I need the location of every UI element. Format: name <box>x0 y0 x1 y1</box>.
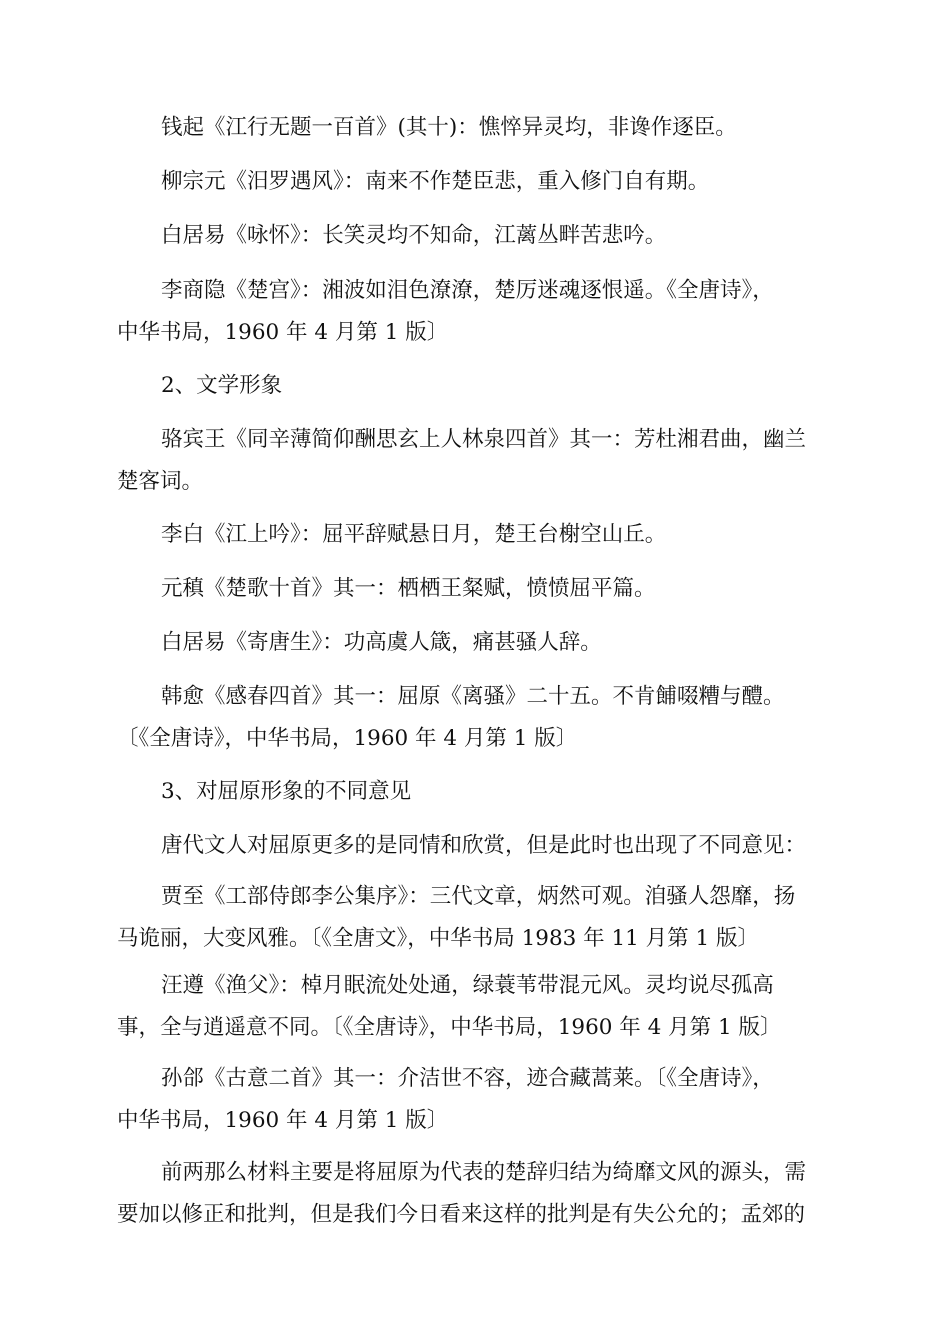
paragraph-line: 李白《江上吟》：屈平辞赋悬日月，楚王台榭空山丘。 <box>161 522 667 547</box>
paragraph-yuan-zhen <box>117 568 837 610</box>
paragraph-line: 骆宾王《同辛薄简仰酬思玄上人林泉四首》其一：芳杜湘君曲，幽兰 <box>161 427 807 452</box>
paragraph-line: 元稹《楚歌十首》其一：栖栖王粲赋，愤愤屈平篇。 <box>161 576 656 601</box>
section-heading-different-views <box>117 771 837 813</box>
paragraph-li-bai <box>117 514 837 556</box>
paragraph-line: 马诡丽，大变风雅。〔《全唐文》，中华书局 1983 年 11 月第 1 版〕 <box>117 926 760 951</box>
section-heading-literary-image <box>117 365 837 407</box>
paragraph-qian-qi <box>117 107 837 149</box>
paragraph-line: 前两那么材料主要是将屈原为代表的楚辞归结为绮靡文风的源头，需 <box>161 1160 807 1185</box>
paragraph-line: 白居易《寄唐生》：功高虞人箴，痛甚骚人辞。 <box>161 630 602 655</box>
paragraph-wang-zun <box>117 965 837 1049</box>
paragraph-bai-juyi-yonghuai <box>117 215 837 257</box>
paragraph-sun-he <box>117 1058 837 1142</box>
paragraph-line: 中华书局，1960 年 4 月第 1 版〕 <box>117 320 449 345</box>
paragraph-line: 唐代文人对屈原更多的是同情和欣赏，但是此时也出现了不同意见： <box>161 833 807 858</box>
paragraph-line: 孙郃《古意二首》其一：介洁世不容，迹合藏蒿莱。〔《全唐诗》， <box>161 1066 774 1091</box>
paragraph-jia-zhi <box>117 876 837 960</box>
paragraph-luo-binwang <box>117 419 837 503</box>
paragraph-line: 汪遵《渔父》：棹月眠流处处通，绿蓑苇带混元风。灵均说尽孤高 <box>161 973 774 998</box>
section-heading-text: 2、文学形象 <box>161 373 283 398</box>
paragraph-line: 中华书局，1960 年 4 月第 1 版〕 <box>117 1108 449 1133</box>
paragraph-line: 事，全与逍遥意不同。〔《全唐诗》，中华书局，1960 年 4 月第 1 版〕 <box>117 1015 782 1040</box>
paragraph-li-shangyin <box>117 270 837 354</box>
paragraph-line: 白居易《咏怀》：长笑灵均不知命，江蓠丛畔苦悲吟。 <box>161 223 667 248</box>
paragraph-line: 〔《全唐诗》，中华书局，1960 年 4 月第 1 版〕 <box>117 726 578 751</box>
paragraph-line: 楚客词。 <box>117 469 204 494</box>
paragraph-tang-literati <box>117 825 837 867</box>
paragraph-conclusion <box>117 1152 837 1236</box>
paragraph-bai-juyi-jitangsheng <box>117 622 837 664</box>
paragraph-line: 要加以修正和批判，但是我们今日看来这样的批判是有失公允的；孟郊的 <box>117 1202 806 1227</box>
paragraph-liu-zongyuan <box>117 161 837 203</box>
paragraph-line: 柳宗元《汨罗遇风》：南来不作楚臣悲，重入修门自有期。 <box>161 169 710 194</box>
paragraph-line: 贾至《工部侍郎李公集序》：三代文章，炳然可观。洎骚人怨靡，扬 <box>161 884 796 909</box>
paragraph-line: 韩愈《感春四首》其一：屈原《离骚》二十五。不肯餔啜糟与醴。 <box>161 684 785 709</box>
section-heading-text: 3、对屈原形象的不同意见 <box>161 779 412 804</box>
paragraph-line: 钱起《江行无题一百首》(其十)：憔悴异灵均，非谗作逐臣。 <box>161 115 737 140</box>
paragraph-han-yu <box>117 676 837 760</box>
paragraph-line: 李商隐《楚宫》：湘波如泪色潦潦，楚厉迷魂逐恨遥。《全唐诗》， <box>161 278 774 303</box>
